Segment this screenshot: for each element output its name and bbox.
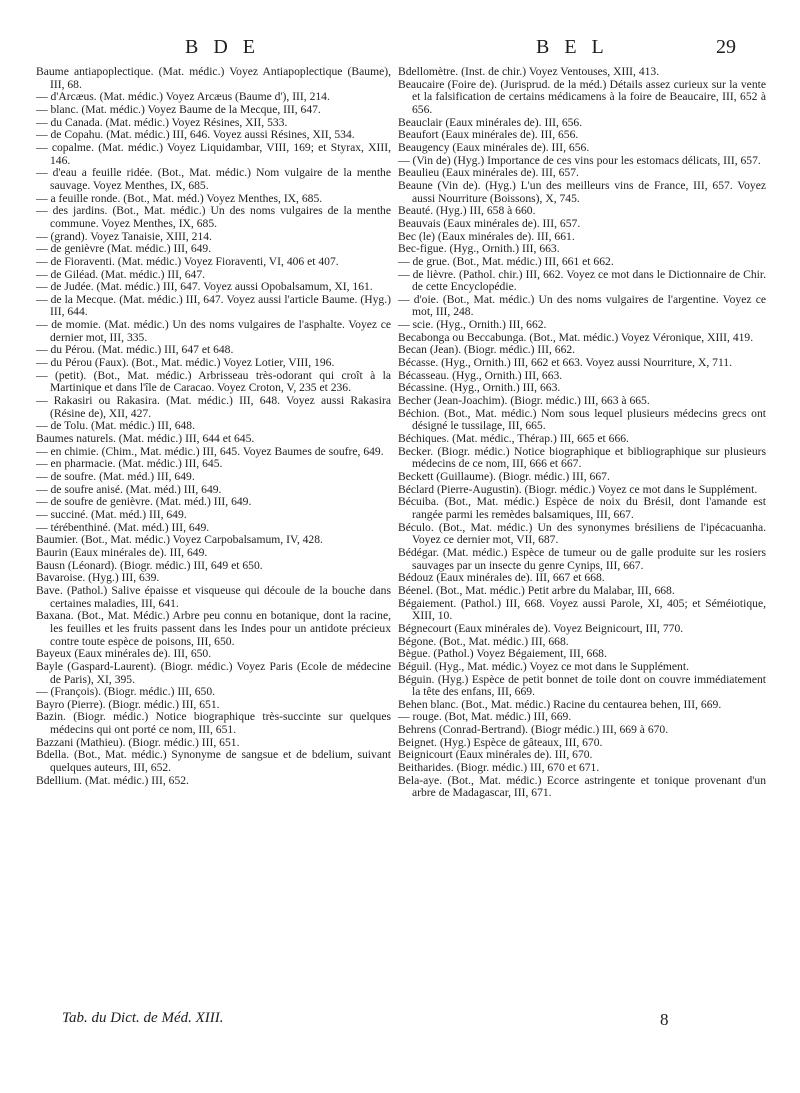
- index-entry: Bédégar. (Mat. médic.) Espèce de tumeur ou de galle produite sur les rosiers sauvages par un insecte du genre Cynips, III, 667.: [398, 545, 766, 572]
- index-entry: Baume antiapoplectique. (Mat. médic.) Voyez Antiapoplectique (Baume), III, 68.: [36, 65, 391, 91]
- index-entry: Bec (le) (Eaux minérales de). III, 661.: [398, 229, 575, 243]
- index-entry: Beignet. (Hyg.) Espèce de gâteaux, III, 670.: [398, 735, 603, 749]
- running-head-left: B D E: [185, 36, 260, 58]
- index-entry: Béchiques. (Mat. médic., Thérap.) III, 665 et 666.: [398, 432, 629, 446]
- index-entry: Bécasse. (Hyg., Ornith.) III, 662 et 663. Voyez aussi Nourriture, X, 711.: [398, 356, 733, 370]
- index-entry: — succiné. (Mat. méd.) III, 649.: [36, 507, 187, 521]
- index-entry: — d'oie. (Bot., Mat. médic.) Un des noms vulgaires de l'argentine. Voyez ce mot, III, 248.: [398, 292, 766, 319]
- index-entry: Béenel. (Bot., Mat. médic.) Petit arbre du Malabar, III, 668.: [398, 583, 675, 597]
- index-entry: — d'eau a feuille ridée. (Bot., Mat. médic.) Nom vulgaire de la menthe sauvage. Voyez Menthes, IX, 685.: [36, 166, 391, 192]
- signature-mark: 8: [660, 1010, 669, 1029]
- index-entry: Bégnecourt (Eaux minérales de). Voyez Beignicourt, III, 770.: [398, 621, 684, 635]
- index-entry: — du Pérou (Faux). (Bot., Mat. médic.) Voyez Lotier, VIII, 196.: [36, 356, 335, 370]
- running-head-right: B E L: [536, 36, 609, 58]
- index-entry: Bégaiement. (Pathol.) III, 668. Voyez aussi Parole, XI, 405; et Séméiotique, XIII, 10.: [398, 596, 766, 623]
- index-entry: Becabonga ou Beccabunga. (Bot., Mat. médic.) Voyez Véronique, XIII, 419.: [398, 330, 754, 344]
- index-entry: — de lièvre. (Pathol. chir.) III, 662. Voyez ce mot dans le Dictionnaire de Chir. de cette Encyclopédie.: [398, 267, 766, 294]
- index-entry: — (Vin de) (Hyg.) Importance de ces vins pour les estomacs délicats, III, 657.: [398, 153, 761, 167]
- index-entry: Beaune (Vin de). (Hyg.) L'un des meilleurs vins de France, III, 657. Voyez aussi Nourriture (Boissons), X, 745.: [398, 178, 766, 205]
- index-entry: Beaugency (Eaux minérales de). III, 656.: [398, 140, 590, 154]
- index-entry: Bayro (Pierre). (Biogr. médic.) III, 651.: [36, 697, 220, 711]
- index-entry: Bègue. (Pathol.) Voyez Bégaiement, III, 668.: [398, 647, 607, 661]
- index-entry: Bécuiba. (Bot., Mat. médic.) Espèce de noix du Brésil, dont l'amande est rangée parmi les remèdes balsamiques, III, 667.: [398, 495, 766, 521]
- index-entry: — de genièvre (Mat. médic.) III, 649.: [36, 242, 212, 256]
- index-entry: Bédouz (Eaux minérales de). III, 667 et 668.: [398, 571, 605, 585]
- index-entry: — copalme. (Mat. médic.) Voyez Liquidambar, VIII, 169; et Styrax, XIII, 146.: [36, 140, 391, 167]
- index-entry: — en chimie. (Chim., Mat. médic.) III, 645. Voyez Baumes de soufre, 649.: [36, 444, 384, 458]
- index-entry: Béculo. (Bot., Mat. médic.) Un des synonymes brésiliens de l'ipécacuanha. Voyez ce dernier mot, VII, 687.: [398, 520, 766, 547]
- index-entry: Beaufort (Eaux minérales de). III, 656.: [398, 128, 579, 142]
- index-entry: Bdella. (Bot., Mat. médic.) Synonyme de sangsue et de bdelium, suivant quelques auteurs, III, 652.: [36, 748, 391, 775]
- index-entry: Becher (Jean-Joachim). (Biogr. médic.) III, 663 à 665.: [398, 394, 650, 408]
- index-entry: — de soufre anisé. (Mat. méd.) III, 649.: [36, 482, 222, 496]
- index-entry: — du Pérou. (Mat. médic.) III, 647 et 648.: [36, 343, 234, 357]
- index-entry: Bécasseau. (Hyg., Ornith.) III, 663.: [398, 368, 563, 382]
- index-entry: — des jardins. (Bot., Mat. médic.) Un des noms vulgaires de la menthe commune. Voyez Menthes, IX, 685.: [36, 204, 391, 230]
- index-entry: Becan (Jean). (Biogr. médic.) III, 662.: [398, 343, 576, 357]
- signature-title: Tab. du Dict. de Méd. XIII.: [62, 1010, 224, 1026]
- index-entry: Behrens (Conrad-Bertrand). (Biogr médic.) III, 669 à 670.: [398, 723, 669, 737]
- index-entry: Beauté. (Hyg.) III, 658 à 660.: [398, 204, 536, 218]
- index-entry: Baurin (Eaux minérales de). III, 649.: [36, 545, 208, 559]
- index-entry: Beckett (Guillaume). (Biogr. médic.) III, 667.: [398, 470, 610, 483]
- index-entry: Bavaroise. (Hyg.) III, 639.: [36, 571, 160, 585]
- index-entry: — de Copahu. (Mat. médic.) III, 646. Voyez aussi Résines, XII, 534.: [36, 128, 355, 142]
- index-entry: Bela-aye. (Bot., Mat. médic.) Ecorce astringente et tonique provenant d'un arbre de Madagascar, III, 671.: [398, 773, 766, 800]
- index-entry: — de momie. (Mat. médic.) Un des noms vulgaires de l'asphalte. Voyez ce dernier mot, III, 335.: [36, 318, 391, 344]
- index-entry: Béclard (Pierre-Augustin). (Biogr. médic.) Voyez ce mot dans le Supplément.: [398, 482, 758, 496]
- index-entry: — en pharmacie. (Mat. médic.) III, 645.: [36, 457, 223, 471]
- index-entry: — de Tolu. (Mat. médic.) III, 648.: [36, 419, 195, 433]
- index-entry: Bécassine. (Hyg., Ornith.) III, 663.: [398, 381, 561, 395]
- index-entry: Bégone. (Bot., Mat. médic.) III, 668.: [398, 634, 569, 648]
- index-entry: Bazzani (Mathieu). (Biogr. médic.) III, 651.: [36, 735, 240, 749]
- index-entry: — d'Arcæus. (Mat. médic.) Voyez Arcæus (Baume d'), III, 214.: [36, 90, 330, 104]
- index-entry: — de la Mecque. (Mat. médic.) III, 647. Voyez aussi l'article Baume. (Hyg.) III, 644.: [36, 292, 391, 319]
- page-header: [0, 36, 800, 62]
- index-entry: — (François). (Biogr. médic.) III, 650.: [36, 685, 216, 699]
- index-entry: Beauclair (Eaux minérales de). III, 656.: [398, 115, 583, 129]
- index-entry: Bazin. (Biogr. médic.) Notice biographique très-succinte sur quelques médecins qui ont porté ce nom, III, 651.: [36, 710, 391, 737]
- index-entry: — (petit). (Bot., Mat. médic.) Arbrisseau très-odorant qui croît à la Martinique et dans l'île de Caracao. Voyez Croton, V, 235 et 236.: [36, 368, 391, 395]
- index-entry: Bayeux (Eaux minérales de). III, 650.: [36, 647, 212, 661]
- index-entry: Béchion. (Bot., Mat. médic.) Nom sous lequel plusieurs médecins grecs ont désigné le tussilage, III, 665.: [398, 406, 766, 433]
- index-entry: Bec-figue. (Hyg., Ornith.) III, 663.: [398, 242, 560, 256]
- index-entry: Beignicourt (Eaux minérales de). III, 670.: [398, 748, 593, 762]
- index-entry: Becker. (Biogr. médic.) Notice biographique et bibliographique sur plusieurs médecins de ce nom, III, 666 et 667.: [398, 444, 766, 471]
- index-entry: — scie. (Hyg., Ornith.) III, 662.: [398, 318, 547, 332]
- page-number: 29: [716, 36, 736, 58]
- index-entry: Bayle (Gaspard-Laurent). (Biogr. médic.) Voyez Paris (Ecole de médecine de Paris), XI, 395.: [36, 659, 391, 686]
- index-entry: Bave. (Pathol.) Salive épaisse et visqueuse qui découle de la bouche dans certaines maladies, III, 641.: [36, 583, 391, 610]
- left-column: [36, 66, 391, 787]
- index-entry: — de Fioraventi. (Mat. médic.) Voyez Fioraventi, VI, 406 et 407.: [36, 254, 339, 268]
- index-entry: Béguil. (Hyg., Mat. médic.) Voyez ce mot dans le Supplément.: [398, 659, 689, 673]
- index-entry: — (grand). Voyez Tanaisie, XIII, 214.: [36, 229, 212, 243]
- index-entry: Bdellomètre. (Inst. de chir.) Voyez Ventouses, XIII, 413.: [398, 65, 660, 78]
- index-entry: Bausn (Léonard). (Biogr. médic.) III, 649 et 650.: [36, 558, 263, 572]
- index-entry: — de Judée. (Mat. médic.) III, 647. Voyez aussi Opobalsamum, XI, 161.: [36, 280, 373, 294]
- index-entry: — de grue. (Bot., Mat. médic.) III, 661 et 662.: [398, 254, 614, 268]
- index-entry: Beaulieu (Eaux minérales de). III, 657.: [398, 166, 579, 180]
- index-entry: — de Giléad. (Mat. médic.) III, 647.: [36, 267, 206, 281]
- index-entry: — de soufre de genièvre. (Mat. méd.) III, 649.: [36, 495, 252, 509]
- index-entry: Béguin. (Hyg.) Espèce de petit bonnet de toile dont on couvre immédiatement la tête des enfans, III, 669.: [398, 672, 766, 699]
- index-entry: Beaucaire (Foire de). (Jurisprud. de la méd.) Détails assez curieux sur la vente et la falsification de certains médicamens à la foire de Beaucaire, III, 652 à 656.: [398, 77, 766, 116]
- index-entry: Beauvais (Eaux minérales de). III, 657.: [398, 216, 581, 230]
- index-entry: — a feuille ronde. (Bot., Mat. méd.) Voyez Menthes, IX, 685.: [36, 191, 323, 205]
- index-entry: — de soufre. (Mat. méd.) III, 649.: [36, 470, 195, 483]
- index-entry: — blanc. (Mat. médic.) Voyez Baume de la Mecque, III, 647.: [36, 102, 321, 116]
- index-entry: Baxana. (Bot., Mat. Médic.) Arbre peu connu en botanique, dont la racine, les feuilles et les fruits passent dans les Indes pour un antidote précieux contre toute espèce de poisons, III, 650.: [36, 609, 391, 648]
- index-entry: Bdellium. (Mat. médic.) III, 652.: [36, 773, 189, 787]
- index-entry: Beitharides. (Biogr. médic.) III, 670 et 671.: [398, 761, 600, 775]
- index-entry: Baumier. (Bot., Mat. médic.) Voyez Carpobalsamum, IV, 428.: [36, 533, 323, 547]
- index-entry: — du Canada. (Mat. médic.) Voyez Résines, XII, 533.: [36, 115, 288, 129]
- index-entry: — Rakasiri ou Rakasira. (Mat. médic.) III, 648. Voyez aussi Rakasira (Résine de), XII, 427.: [36, 394, 391, 420]
- right-column: [398, 66, 766, 800]
- index-entry: — rouge. (Bot, Mat. médic.) III, 669.: [398, 710, 572, 724]
- index-entry: Behen blanc. (Bot., Mat. médic.) Racine du centaurea behen, III, 669.: [398, 697, 722, 711]
- index-entry: Baumes naturels. (Mat. médic.) III, 644 et 645.: [36, 432, 255, 446]
- index-entry: — térébenthiné. (Mat. méd.) III, 649.: [36, 520, 210, 534]
- page-footer: [0, 1010, 800, 1032]
